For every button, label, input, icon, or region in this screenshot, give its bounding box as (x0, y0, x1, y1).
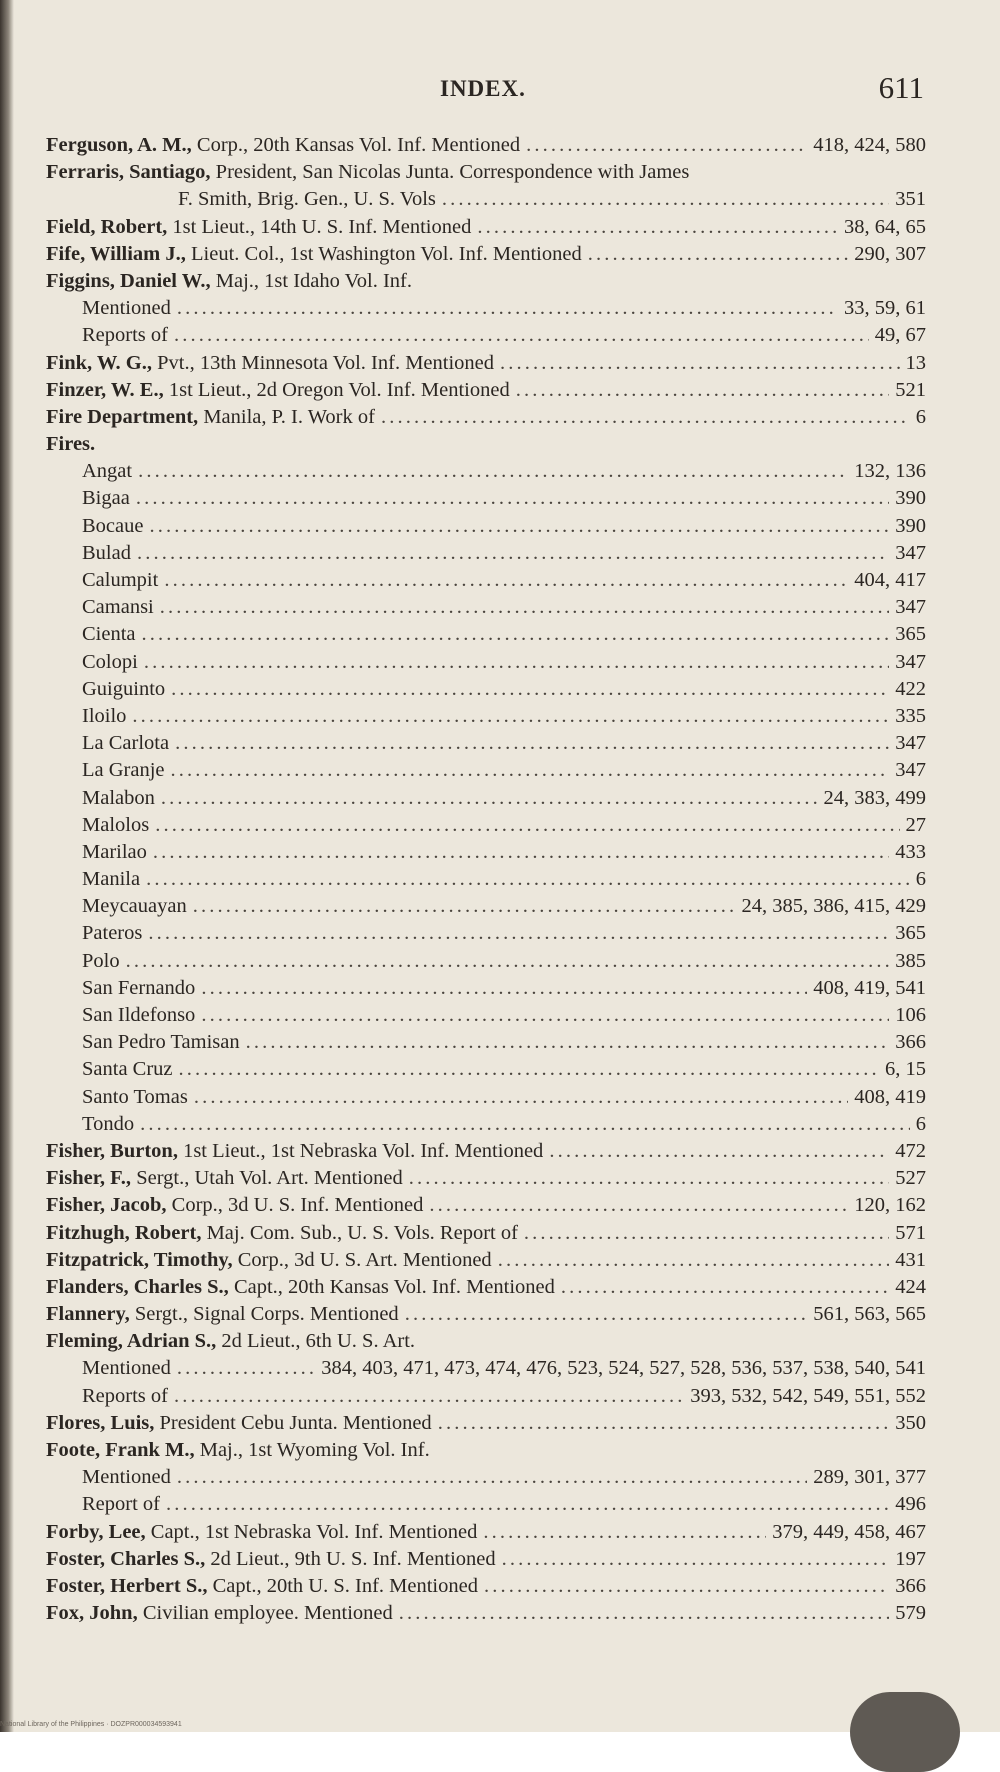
entry-name: Ferguson, A. M., (46, 134, 192, 156)
entry-heading (46, 1220, 518, 1247)
entry-description: Sergt., Signal Corps. Mentioned (129, 1303, 399, 1326)
entry-description: President, San Nicolas Junta. Correspondence with James (210, 161, 690, 184)
entry-description: Calumpit (82, 569, 159, 591)
entry-page-references: 379, 449, 458, 467 (772, 1520, 926, 1543)
entry-name: Foote, Frank M., (46, 1439, 195, 1461)
entry-description: La Granje (82, 759, 165, 782)
entry-page-references: 393, 532, 542, 549, 551, 552 (690, 1384, 926, 1407)
entry-heading (82, 567, 158, 594)
entry-description: Malolos (82, 813, 150, 836)
entry-description: La Carlota (82, 732, 170, 755)
index-entry (46, 485, 926, 512)
entry-description: Maj., 1st Wyoming Vol. Inf. (194, 1439, 430, 1461)
dot-leader (148, 920, 889, 947)
entry-page-references: 49, 67 (874, 324, 926, 347)
index-entry (46, 1383, 926, 1410)
entry-heading (82, 513, 143, 540)
entry-page-references: 120, 162 (854, 1194, 926, 1217)
index-entry (46, 1546, 926, 1573)
index-entry (46, 1111, 926, 1138)
entry-page-references: 290, 307 (854, 242, 926, 265)
entry-name: Flanders, Charles S., (46, 1275, 229, 1298)
dot-leader (405, 1301, 808, 1328)
index-entry (46, 322, 926, 349)
entry-heading (82, 1491, 160, 1518)
dot-leader (179, 1056, 879, 1083)
dot-leader (160, 594, 890, 621)
index-entry (46, 132, 926, 159)
index-entry (46, 812, 926, 839)
index-entry (46, 866, 926, 893)
entry-heading (46, 268, 412, 295)
entry-heading (46, 377, 510, 404)
index-entry (46, 350, 926, 377)
index-entry (46, 948, 926, 975)
page-number: 611 (878, 70, 924, 105)
dot-leader (126, 948, 890, 975)
dot-leader (502, 1546, 890, 1573)
index-entry (46, 1056, 926, 1083)
index-entry (46, 295, 926, 322)
index-entry (46, 1600, 926, 1627)
dot-leader (498, 1247, 890, 1274)
entry-heading (82, 1056, 173, 1083)
entry-name: Flannery, (46, 1303, 130, 1326)
index-entry (46, 1138, 926, 1165)
entry-page-references: 347 (895, 596, 926, 619)
entry-heading (46, 1410, 432, 1437)
entry-heading (82, 839, 147, 866)
index-entry (46, 1002, 926, 1029)
dot-leader (409, 1165, 890, 1192)
entry-heading (82, 1383, 168, 1410)
entry-description: Maj., 1st Idaho Vol. Inf. (210, 269, 413, 292)
entry-page-references: 13 (905, 351, 926, 374)
dot-leader (484, 1573, 889, 1600)
entry-page-references: 422 (895, 677, 926, 700)
entry-description: Manila, P. I. Work of (198, 405, 375, 428)
entry-name: Fitzpatrick, Timothy, (46, 1248, 233, 1271)
entry-description: Civilian employee. Mentioned (137, 1602, 393, 1625)
entry-heading (46, 1165, 403, 1192)
entry-page-references: 418, 424, 580 (813, 134, 926, 156)
entry-page-references: 385 (895, 949, 926, 972)
index-entry (46, 1355, 926, 1382)
entry-page-references: 33, 59, 61 (844, 297, 926, 320)
entry-page-references: 351 (895, 188, 926, 211)
entry-heading (46, 1328, 415, 1355)
entry-name: Fox, John, (46, 1602, 138, 1625)
dot-leader (524, 1220, 889, 1247)
entry-heading (46, 404, 375, 431)
index-entry (46, 540, 926, 567)
dot-leader (177, 295, 838, 322)
entry-description: 1st Lieut., 1st Nebraska Vol. Inf. Mentioned (177, 1139, 544, 1162)
entry-page-references: 561, 563, 565 (813, 1303, 926, 1326)
dot-leader (177, 1355, 315, 1382)
entry-description: Mentioned (82, 297, 171, 320)
index-entry (46, 1029, 926, 1056)
entry-name: Fire Department, (46, 405, 199, 428)
scan-artifact (850, 1692, 960, 1772)
entry-description: Cienta (82, 623, 136, 646)
entry-description: Camansi (82, 596, 154, 619)
entry-description: Manila (82, 868, 141, 891)
index-entry (46, 1464, 926, 1491)
entry-page-references: 404, 417 (854, 569, 926, 591)
dot-leader (246, 1029, 890, 1056)
dot-leader (549, 1138, 889, 1165)
library-watermark: National Library of the Philippines · DOZPR000034593941 (0, 1721, 182, 1728)
entry-heading (82, 540, 131, 567)
entry-heading (46, 350, 494, 377)
entry-heading (82, 893, 187, 920)
index-entry (46, 241, 926, 268)
dot-leader (153, 839, 889, 866)
dot-leader (177, 1464, 807, 1491)
entry-heading (82, 295, 171, 322)
entry-description: Colopi (82, 650, 138, 673)
entry-heading (46, 1546, 496, 1573)
index-entry (46, 186, 926, 213)
entry-page-references: 424 (895, 1275, 926, 1298)
entry-heading (46, 1138, 543, 1165)
entry-heading (46, 132, 520, 159)
entry-heading (178, 186, 436, 213)
entry-heading (82, 730, 169, 757)
entry-page-references: 579 (895, 1602, 926, 1625)
entry-description: Guiguinto (82, 677, 166, 700)
entry-description: Iloilo (82, 704, 127, 727)
entry-page-references: 347 (895, 541, 926, 564)
entry-name: Fisher, F., (46, 1167, 132, 1190)
entry-heading (82, 649, 138, 676)
index-entry (46, 214, 926, 241)
entry-description: President Cebu Junta. Mentioned (154, 1411, 432, 1434)
entry-heading (82, 1084, 188, 1111)
index-entry (46, 1220, 926, 1247)
dot-leader (171, 757, 890, 784)
entry-heading (46, 1301, 399, 1328)
index-entry (46, 377, 926, 404)
entry-description: 1st Lieut., 2d Oregon Vol. Inf. Mentioned (163, 378, 510, 401)
dot-leader (137, 540, 889, 567)
entry-description: Polo (82, 949, 120, 972)
entry-page-references: 289, 301, 377 (813, 1466, 926, 1489)
entry-heading (46, 1247, 492, 1274)
entry-page-references: 366 (895, 1031, 926, 1054)
dot-leader (483, 1519, 766, 1546)
dot-leader (132, 703, 889, 730)
dot-leader (438, 1410, 890, 1437)
entry-description: Malabon (82, 786, 155, 809)
entry-description: Report of (82, 1493, 160, 1516)
entry-page-references: 6 (915, 868, 926, 891)
index-entry (46, 458, 926, 485)
entry-heading (46, 431, 95, 458)
entry-heading (46, 1519, 477, 1546)
entry-description: Pvt., 13th Minnesota Vol. Inf. Mentioned (151, 351, 495, 374)
dot-leader (526, 132, 807, 159)
entry-name: Fleming, Adrian S., (46, 1330, 217, 1353)
entry-page-references: 6 (915, 1112, 926, 1135)
entry-name: Fink, W. G., (46, 351, 152, 374)
index-entry (46, 1573, 926, 1600)
entry-page-references: 197 (895, 1547, 926, 1570)
dot-leader (442, 186, 889, 213)
entry-description: Pateros (82, 922, 143, 945)
index-entry (46, 1519, 926, 1546)
entry-description: Santo Tomas (82, 1085, 188, 1108)
entry-heading (82, 975, 195, 1002)
dot-leader (164, 567, 848, 594)
entry-page-references: 390 (895, 487, 926, 510)
entry-name: Field, Robert, (46, 215, 168, 238)
entry-heading (82, 485, 130, 512)
index-entry (46, 1274, 926, 1301)
index-entry (46, 703, 926, 730)
entry-description: F. Smith, Brig. Gen., U. S. Vols (178, 188, 436, 211)
entry-heading (46, 1192, 423, 1219)
entry-heading (46, 1437, 430, 1464)
index-entry (46, 1301, 926, 1328)
dot-leader (140, 1111, 910, 1138)
entry-description: Capt., 20th Kansas Vol. Inf. Mentioned (228, 1275, 555, 1298)
entry-name: Figgins, Daniel W., (46, 269, 211, 292)
entry-page-references: 365 (895, 922, 926, 945)
binding-shadow (0, 0, 14, 1732)
entry-description: Maj. Com. Sub., U. S. Vols. Report of (201, 1221, 518, 1244)
dot-leader (144, 649, 889, 676)
entry-description: Capt., 1st Nebraska Vol. Inf. Mentioned (145, 1520, 478, 1543)
index-entry (46, 1437, 926, 1464)
dot-leader (175, 730, 889, 757)
entry-heading (82, 621, 136, 648)
running-title: INDEX. (440, 76, 526, 101)
entry-description: Bigaa (82, 487, 130, 510)
entry-heading (82, 1111, 134, 1138)
dot-leader (174, 322, 869, 349)
entry-description: Mentioned (82, 1357, 171, 1380)
entry-heading (82, 1029, 240, 1056)
entry-page-references: 366 (895, 1574, 926, 1597)
dot-leader (500, 350, 899, 377)
index-entry (46, 1165, 926, 1192)
entry-page-references: 24, 383, 499 (823, 786, 926, 809)
index-entry (46, 1247, 926, 1274)
dot-leader (201, 1002, 889, 1029)
entry-page-references: 132, 136 (854, 460, 926, 483)
dot-leader (142, 621, 890, 648)
entry-page-references: 347 (895, 732, 926, 755)
dot-leader (561, 1274, 889, 1301)
entry-heading (82, 785, 155, 812)
dot-leader (399, 1600, 889, 1627)
index-entry (46, 1192, 926, 1219)
entry-description: Tondo (82, 1112, 135, 1135)
entry-heading (82, 757, 165, 784)
entry-heading (46, 159, 689, 186)
entry-page-references: 24, 385, 386, 415, 429 (741, 895, 926, 918)
entry-page-references: 431 (895, 1248, 926, 1271)
entry-description: Santa Cruz (82, 1058, 173, 1081)
entry-description: Mentioned (82, 1466, 171, 1489)
entry-description: Angat (82, 460, 133, 483)
dot-leader (381, 404, 910, 431)
entry-heading (82, 676, 165, 703)
entry-description: Bocaue (82, 514, 144, 537)
page-header (0, 70, 1000, 120)
entry-heading (82, 948, 120, 975)
entry-description: Bulad (82, 541, 131, 564)
dot-leader (166, 1491, 889, 1518)
entry-heading (46, 1573, 478, 1600)
dot-leader (194, 1084, 848, 1111)
dot-leader (429, 1192, 848, 1219)
entry-heading (82, 703, 126, 730)
entry-heading (82, 1002, 195, 1029)
entry-name: Forby, Lee, (46, 1520, 146, 1543)
dot-leader (201, 975, 807, 1002)
index-entry (46, 730, 926, 757)
entry-description: Sergt., Utah Vol. Art. Mentioned (131, 1167, 403, 1190)
index-entry (46, 893, 926, 920)
dot-leader (588, 241, 849, 268)
index-entry (46, 594, 926, 621)
index-entry (46, 920, 926, 947)
entry-page-references: 347 (895, 650, 926, 673)
index-entry (46, 567, 926, 594)
entry-description: Capt., 20th U. S. Inf. Mentioned (207, 1574, 478, 1597)
entry-heading (46, 214, 471, 241)
entry-page-references: 365 (895, 623, 926, 646)
dot-leader (155, 812, 899, 839)
dot-leader (138, 458, 848, 485)
index-entry (46, 1410, 926, 1437)
entry-page-references: 350 (895, 1411, 926, 1434)
index-entry (46, 268, 926, 295)
entry-page-references: 408, 419 (854, 1085, 926, 1108)
entry-description: San Pedro Tamisan (82, 1031, 240, 1054)
entry-description: Corp., 3d U. S. Inf. Mentioned (166, 1194, 424, 1217)
entry-heading (46, 1600, 393, 1627)
index-entry (46, 1491, 926, 1518)
dot-leader (171, 676, 889, 703)
entry-description: Corp., 20th Kansas Vol. Inf. Mentioned (191, 134, 521, 156)
entry-description: Reports of (82, 324, 168, 347)
dot-leader (516, 377, 890, 404)
index-entry (46, 975, 926, 1002)
entry-description: San Fernando (82, 976, 196, 999)
entry-description: 2d Lieut., 9th U. S. Inf. Mentioned (205, 1547, 496, 1570)
entry-page-references: 27 (905, 813, 926, 836)
entry-name: Ferraris, Santiago, (46, 161, 211, 184)
entry-name: Fitzhugh, Robert, (46, 1221, 202, 1244)
entry-heading (82, 812, 149, 839)
entry-page-references: 38, 64, 65 (844, 215, 926, 238)
entry-heading (82, 866, 140, 893)
index-entry (46, 1084, 926, 1111)
index-entry (46, 676, 926, 703)
entry-heading (82, 594, 154, 621)
entry-page-references: 106 (895, 1004, 926, 1026)
dot-leader (136, 485, 889, 512)
index-entry (46, 757, 926, 784)
index-entries (46, 132, 926, 1627)
index-entry (46, 159, 926, 186)
entry-heading (46, 241, 582, 268)
entry-page-references: 335 (895, 704, 926, 727)
entry-heading (82, 322, 168, 349)
entry-name: Fires. (46, 433, 96, 456)
entry-page-references: 433 (895, 840, 926, 863)
entry-heading (82, 1464, 171, 1491)
entry-page-references: 390 (895, 514, 926, 537)
entry-page-references: 496 (895, 1493, 926, 1516)
index-entry (46, 431, 926, 458)
entry-description: 1st Lieut., 14th U. S. Inf. Mentioned (167, 215, 472, 238)
entry-name: Foster, Charles S., (46, 1547, 206, 1570)
entry-name: Fife, William J., (46, 242, 186, 265)
entry-description: Corp., 3d U. S. Art. Mentioned (232, 1248, 492, 1271)
entry-description: San Ildefonso (82, 1004, 196, 1026)
entry-page-references: 347 (895, 759, 926, 782)
entry-page-references: 571 (895, 1221, 926, 1244)
dot-leader (174, 1383, 684, 1410)
entry-page-references: 521 (895, 378, 926, 401)
entry-name: Flores, Luis, (46, 1411, 155, 1434)
index-entry (46, 785, 926, 812)
dot-leader (477, 214, 838, 241)
dot-leader (146, 866, 910, 893)
index-entry (46, 513, 926, 540)
entry-heading (46, 1274, 555, 1301)
entry-page-references: 384, 403, 471, 473, 474, 476, 523, 524, 527, 528, 536, 537, 538, 540, 541 (321, 1357, 926, 1380)
entry-description: Meycauayan (82, 895, 187, 918)
entry-description: Lieut. Col., 1st Washington Vol. Inf. Mentioned (185, 242, 582, 265)
entry-name: Fisher, Jacob, (46, 1194, 167, 1217)
entry-page-references: 408, 419, 541 (813, 976, 926, 999)
entry-heading (82, 920, 142, 947)
entry-heading (82, 1355, 171, 1382)
entry-page-references: 6, 15 (885, 1058, 926, 1081)
entry-name: Foster, Herbert S., (46, 1574, 208, 1597)
index-entry (46, 621, 926, 648)
entry-page-references: 6 (915, 405, 926, 428)
entry-name: Fisher, Burton, (46, 1139, 178, 1162)
index-entry (46, 839, 926, 866)
entry-page-references: 527 (895, 1167, 926, 1190)
entry-name: Finzer, W. E., (46, 378, 164, 401)
entry-page-references: 472 (895, 1139, 926, 1162)
entry-description: Reports of (82, 1384, 168, 1407)
dot-leader (149, 513, 889, 540)
entry-description: Marilao (82, 840, 147, 863)
dot-leader (193, 893, 736, 920)
index-entry (46, 1328, 926, 1355)
index-entry (46, 404, 926, 431)
entry-heading (82, 458, 132, 485)
index-entry (46, 649, 926, 676)
dot-leader (161, 785, 818, 812)
entry-description: 2d Lieut., 6th U. S. Art. (216, 1330, 416, 1353)
